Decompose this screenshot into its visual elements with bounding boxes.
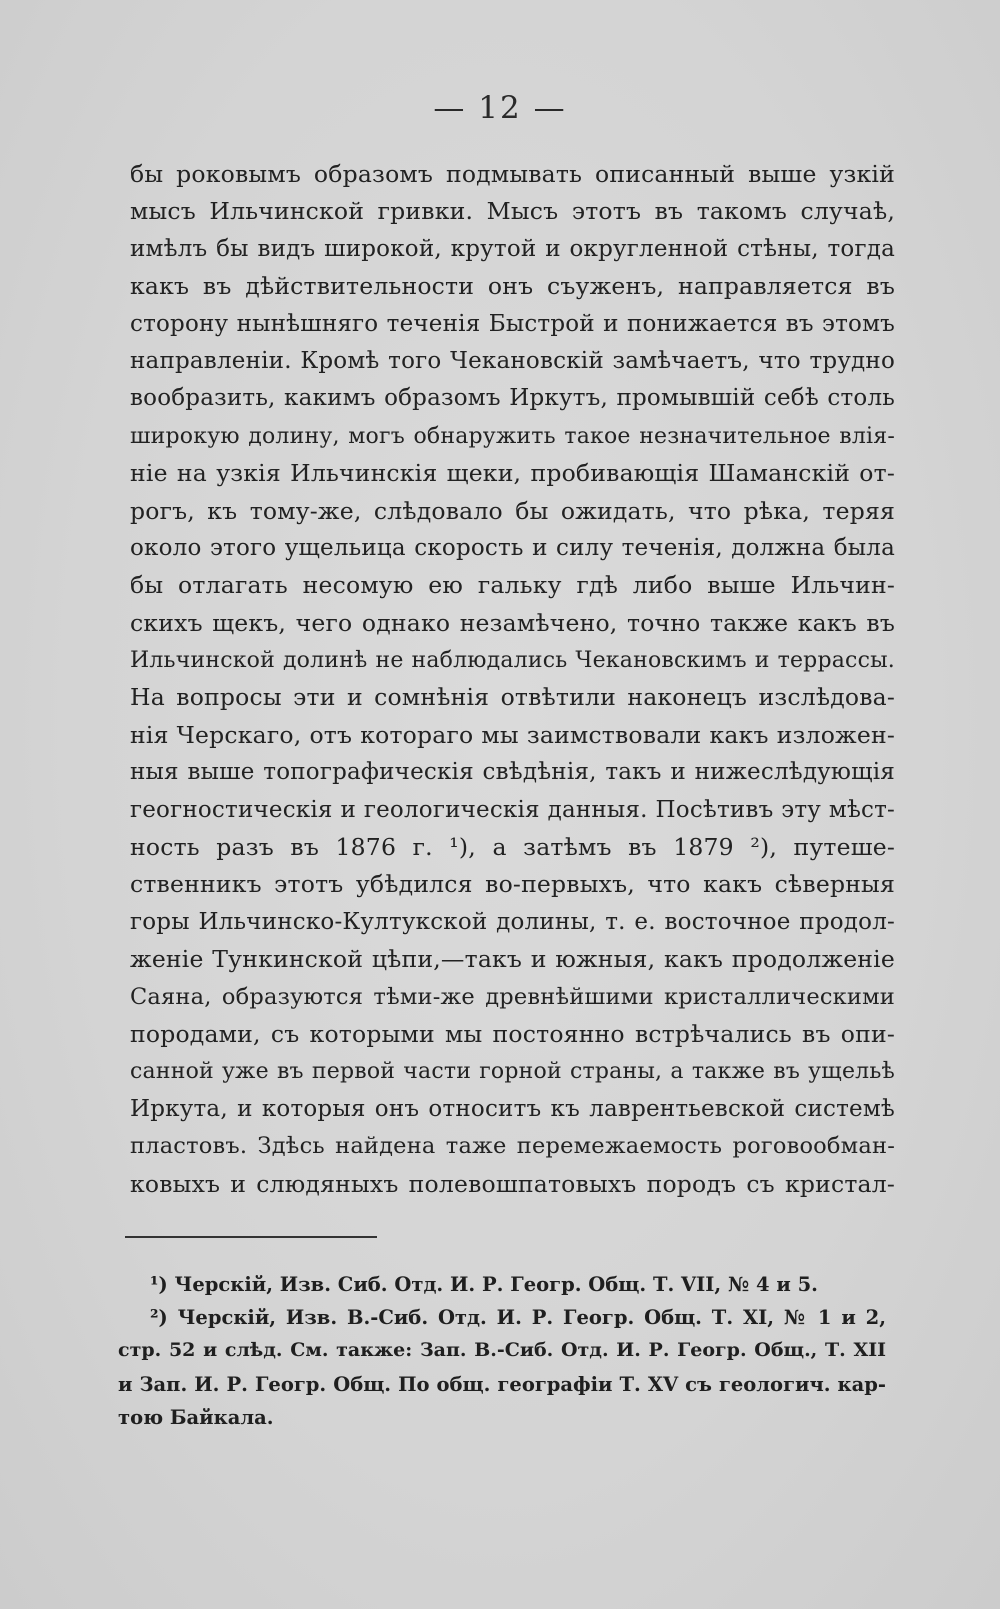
body-line: мысъ Ильчинской гривки. Мысъ этотъ въ такомъ случаѣ, xyxy=(130,197,895,226)
body-line: ковыхъ и слюдяныхъ полевошпатовыхъ породъ съ кристал- xyxy=(130,1169,895,1198)
footnote-2-continued: и Зап. И. Р. Геогр. Общ. По общ. географіи Т. XV съ геологич. кар- xyxy=(118,1372,886,1396)
body-line: вообразить, какимъ образомъ Иркутъ, промывшій себѣ столь xyxy=(130,385,895,412)
body-line: женіе Тункинской цѣпи,—такъ и южныя, какъ продолженіе xyxy=(130,945,895,974)
footnote-2-continued: стр. 52 и слѣд. См. также: Зап. В.-Сиб. Отд. И. Р. Геогр. Общ., Т. XII xyxy=(118,1339,886,1362)
body-line: бы отлагать несомую ею гальку гдѣ либо выше Ильчин- xyxy=(130,571,895,600)
body-line: сторону нынѣшняго теченія Быстрой и понижается въ этомъ xyxy=(130,310,895,337)
body-line: горы Ильчинско-Култукской долины, т. е. восточное продол- xyxy=(130,908,895,935)
body-line: рогъ, къ тому-же, слѣдовало бы ожидать, что рѣка, теряя xyxy=(130,496,895,525)
body-line: Ильчинской долинѣ не наблюдались Чекановскимъ и террассы. xyxy=(130,648,895,674)
body-line: нія Черскаго, отъ котораго мы заимствовали какъ изложен- xyxy=(130,720,895,749)
footnote-2: ²) Черскій, Изв. В.-Сиб. Отд. И. Р. Геогр. Общ. Т. XI, № 1 и 2, xyxy=(150,1306,886,1330)
body-line: Иркута, и которыя онъ относитъ къ лаврентьевской системѣ xyxy=(130,1095,895,1122)
body-line: ніе на узкія Ильчинскія щеки, пробивающія Шаманскій от- xyxy=(130,459,895,488)
body-line: широкую долину, могъ обнаружить такое незначительное влія- xyxy=(130,423,895,449)
footnote-2-continued: тою Байкала. xyxy=(118,1405,274,1429)
body-line: санной уже въ первой части горной страны, а также въ ущельѣ xyxy=(130,1059,895,1085)
body-text xyxy=(130,156,895,1203)
body-line: какъ въ дѣйствительности онъ съуженъ, направляется въ xyxy=(130,272,895,301)
body-line: около этого ущельица скорость и силу теченія, должна была xyxy=(130,534,895,561)
footnotes xyxy=(118,1268,886,1434)
body-line: скихъ щекъ, чего однако незамѣчено, точно также какъ въ xyxy=(130,608,895,637)
body-line: бы роковымъ образомъ подмывать описанный выше узкій xyxy=(130,160,895,188)
body-line: ныя выше топографическія свѣдѣнія, такъ и нижеслѣдующія xyxy=(130,759,895,786)
body-line: ность разъ въ 1876 г. ¹), а затѣмъ въ 1879 ²), путеше- xyxy=(130,833,895,862)
body-line: породами, съ которыми мы постоянно встрѣчались въ опи- xyxy=(130,1019,895,1048)
body-line: направленіи. Кромѣ того Чекановскій замѣчаетъ, что трудно xyxy=(130,347,895,374)
body-line: пластовъ. Здѣсь найдена таже перемежаемость роговообман- xyxy=(130,1133,895,1160)
body-line: ственникъ этотъ убѣдился во-первыхъ, что какъ сѣверныя xyxy=(130,870,895,899)
body-line: имѣлъ бы видъ широкой, крутой и округленной стѣны, тогда xyxy=(130,235,895,262)
footnote-1: ¹) Черскій, Изв. Сиб. Отд. И. Р. Геогр. Общ. Т. VII, № 4 и 5. xyxy=(150,1273,818,1296)
body-line: геогностическія и геологическія данныя. Посѣтивъ эту мѣст- xyxy=(130,796,895,823)
body-line: На вопросы эти и сомнѣнія отвѣтили наконецъ изслѣдова- xyxy=(130,683,895,712)
footnote-separator xyxy=(125,1236,377,1238)
body-line: Саяна, образуются тѣми-же древнѣйшими кристаллическими xyxy=(130,983,895,1010)
page-number: — 12 — xyxy=(433,90,567,126)
